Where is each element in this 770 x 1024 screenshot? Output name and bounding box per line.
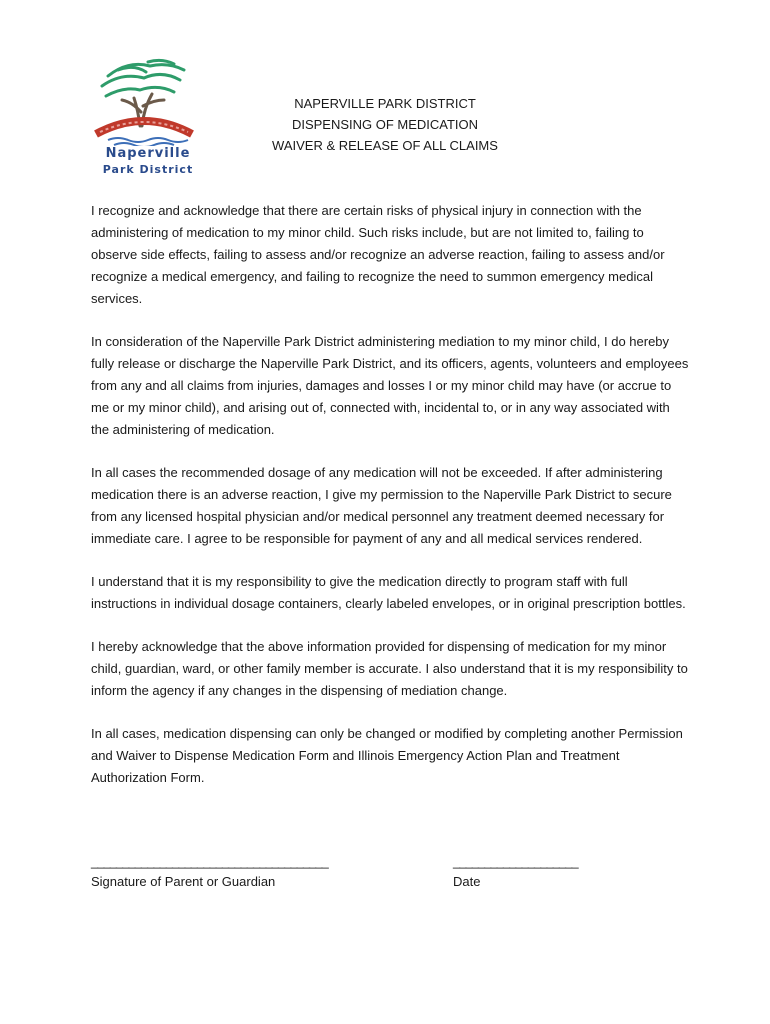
date-block: [453, 852, 578, 892]
paragraph-release: In consideration of the Naperville Park District administering mediation to my minor child, I do hereby fully release or discharge the Naperville Park District, and its officers, agents, volunteers and employees from any and all claims from injuries, damages and losses I or my minor child may have (or accrue to me or my minor child), and arising out of, connected with, incidental to, or in any way associated with the administering of medication.: [91, 334, 689, 437]
paragraph-dosage: In all cases the recommended dosage of any medication will not be exceeded. If after administering medication there is an adverse reaction, I give my permission to the Naperville Park District to secure from any licensed hospital physician and/or medical personnel any treatment deemed necessary for immediate care. I agree to be responsible for payment of any and all medical services rendered.: [91, 465, 672, 546]
naperville-park-district-logo: [88, 56, 200, 182]
logo-name-line: Naperville: [105, 146, 191, 161]
signature-block: [91, 852, 328, 892]
waiver-body: [91, 200, 691, 810]
paragraph-acknowledge: I hereby acknowledge that the above information provided for dispensing of medication for my minor child, guardian, ward, or other family member is accurate. I also understand that it is my responsibility to inform the agency if any changes in the dispensing of mediation change.: [91, 639, 688, 698]
paragraph-responsibility: I understand that it is my responsibility to give the medication directly to program staff with full instructions in individual dosage containers, clearly labeled envelopes, or in original prescription bottles.: [91, 574, 686, 611]
paragraph-risks: I recognize and acknowledge that there are certain risks of physical injury in connection with the administering of medication to my minor child. Such risks include, but are not limited to, failing to observe side effects, failing to assess and/or recognize an adverse reaction, failing to assess and/or recognize a medical emergency, and failing to recognize the need to summon emergency medical services.: [91, 203, 665, 306]
date-label: Date: [453, 874, 481, 889]
signature-label: Signature of Parent or Guardian: [91, 874, 276, 889]
signature-line[interactable]: ______________________________________: [91, 854, 328, 869]
paragraph-changes: In all cases, medication dispensing can only be changed or modified by completing another Permission and Waiver to Dispense Medication Form and Illinois Emergency Action Plan and Treatment Authorization Form.: [91, 726, 683, 785]
date-line[interactable]: ____________________: [453, 854, 578, 869]
document-header: [230, 93, 540, 156]
logo-subname-line: Park District: [102, 163, 194, 176]
header-organization: NAPERVILLE PARK DISTRICT: [294, 96, 476, 111]
header-subject: DISPENSING OF MEDICATION: [291, 117, 479, 132]
header-title: WAIVER & RELEASE OF ALL CLAIMS: [272, 138, 498, 153]
tree-bridge-logo-icon: [88, 56, 200, 146]
